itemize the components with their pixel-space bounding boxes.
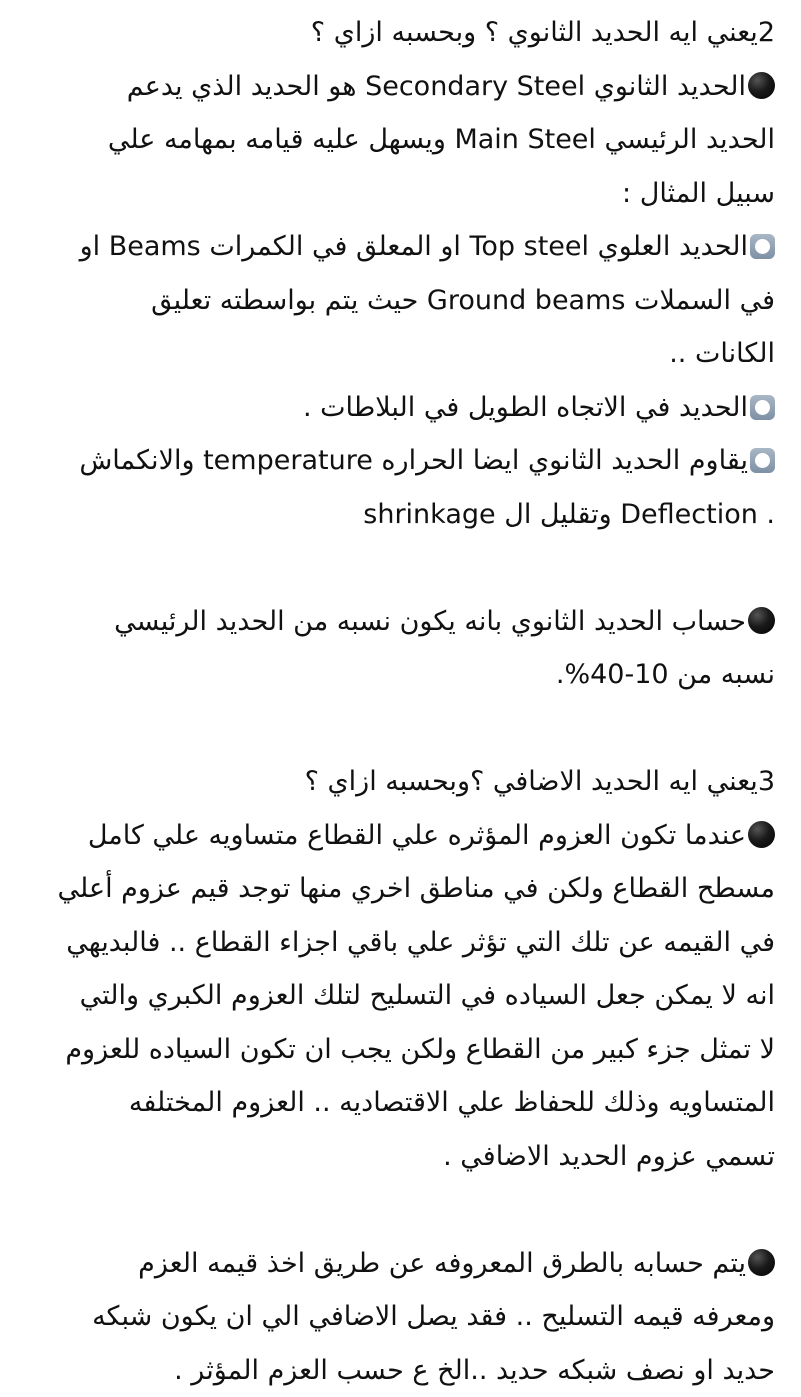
line-text: 2يعني ايه الحديد الثانوي ؟ وبحسبه ازاي ؟ — [311, 17, 775, 48]
line-text: نسبه من 10-40%. — [556, 659, 775, 690]
text-line — [30, 6, 775, 60]
line-text: عندما تكون العزوم المؤثره علي القطاع متساويه علي كامل — [88, 820, 746, 851]
text-line — [30, 1023, 775, 1077]
line-text: ومعرفه قيمه التسليح .. فقد يصل الاضافي الي ان يكون شبكه — [92, 1301, 775, 1332]
text-line — [30, 327, 775, 381]
black-circle-bullet-icon — [748, 607, 775, 634]
text-line — [30, 862, 775, 916]
text-line — [30, 488, 775, 542]
text-line — [30, 381, 775, 435]
text-line — [30, 648, 775, 702]
line-text: تسمي عزوم الحديد الاضافي . — [443, 1141, 775, 1172]
line-text: في السملات Ground beams حيث يتم بواسطته تعليق — [151, 285, 775, 316]
line-text: لا تمثل جزء كبير من القطاع ولكن يجب ان تكون السياده للعزوم — [65, 1034, 775, 1065]
line-text: يقاوم الحديد الثانوي ايضا الحراره temperature والانكماش — [79, 445, 748, 476]
blank-line — [30, 1183, 775, 1237]
blank-line — [30, 702, 775, 756]
line-text: الحديد في الاتجاه الطويل في البلاطات . — [303, 392, 748, 423]
line-text: 3يعني ايه الحديد الاضافي ؟وبحسبه ازاي ؟ — [305, 766, 775, 797]
text-line — [30, 167, 775, 221]
text-line — [30, 60, 775, 114]
text-line — [30, 755, 775, 809]
line-text: shrinkage وتقليل ال Deflection . — [363, 499, 775, 530]
text-line — [30, 1290, 775, 1344]
line-text: الحديد الرئيسي Main Steel ويسهل عليه قيامه بمهامه علي — [108, 124, 775, 155]
black-circle-bullet-icon — [748, 821, 775, 848]
text-line — [30, 916, 775, 970]
line-text: حساب الحديد الثانوي بانه يكون نسبه من الحديد الرئيسي — [114, 606, 746, 637]
text-line — [30, 113, 775, 167]
black-circle-bullet-icon — [748, 72, 775, 99]
line-text: حديد او نصف شبكه حديد ..الخ ع حسب العزم المؤثر . — [174, 1355, 775, 1386]
text-line — [30, 969, 775, 1023]
text-line — [30, 220, 775, 274]
line-text: الكانات .. — [669, 338, 775, 369]
radio-button-bullet-icon — [750, 395, 775, 420]
line-text: سبيل المثال : — [622, 178, 775, 209]
radio-button-bullet-icon — [750, 234, 775, 259]
text-line — [30, 1076, 775, 1130]
text-line — [30, 274, 775, 328]
text-line — [30, 1237, 775, 1291]
text-line — [30, 434, 775, 488]
line-text: مسطح القطاع ولكن في مناطق اخري منها توجد قيم عزوم أعلي — [58, 873, 775, 904]
text-line — [30, 809, 775, 863]
text-line — [30, 1130, 775, 1184]
blank-line — [30, 541, 775, 595]
line-text: المتساويه وذلك للحفاظ علي الاقتصاديه .. العزوم المختلفه — [129, 1087, 775, 1118]
line-text: انه لا يمكن جعل السياده في التسليح لتلك العزوم الكبري والتي — [80, 980, 775, 1011]
black-circle-bullet-icon — [748, 1249, 775, 1276]
line-text: في القيمه عن تلك التي تؤثر علي باقي اجزاء القطاع .. فالبديهي — [66, 927, 775, 958]
text-line — [30, 595, 775, 649]
text-line — [30, 1344, 775, 1397]
radio-button-bullet-icon — [750, 448, 775, 473]
line-text: الحديد العلوي Top steel او المعلق في الكمرات Beams او — [80, 231, 748, 262]
line-text: يتم حسابه بالطرق المعروفه عن طريق اخذ قيمه العزم — [138, 1248, 746, 1279]
line-text: الحديد الثانوي Secondary Steel هو الحديد الذي يدعم — [127, 71, 746, 102]
